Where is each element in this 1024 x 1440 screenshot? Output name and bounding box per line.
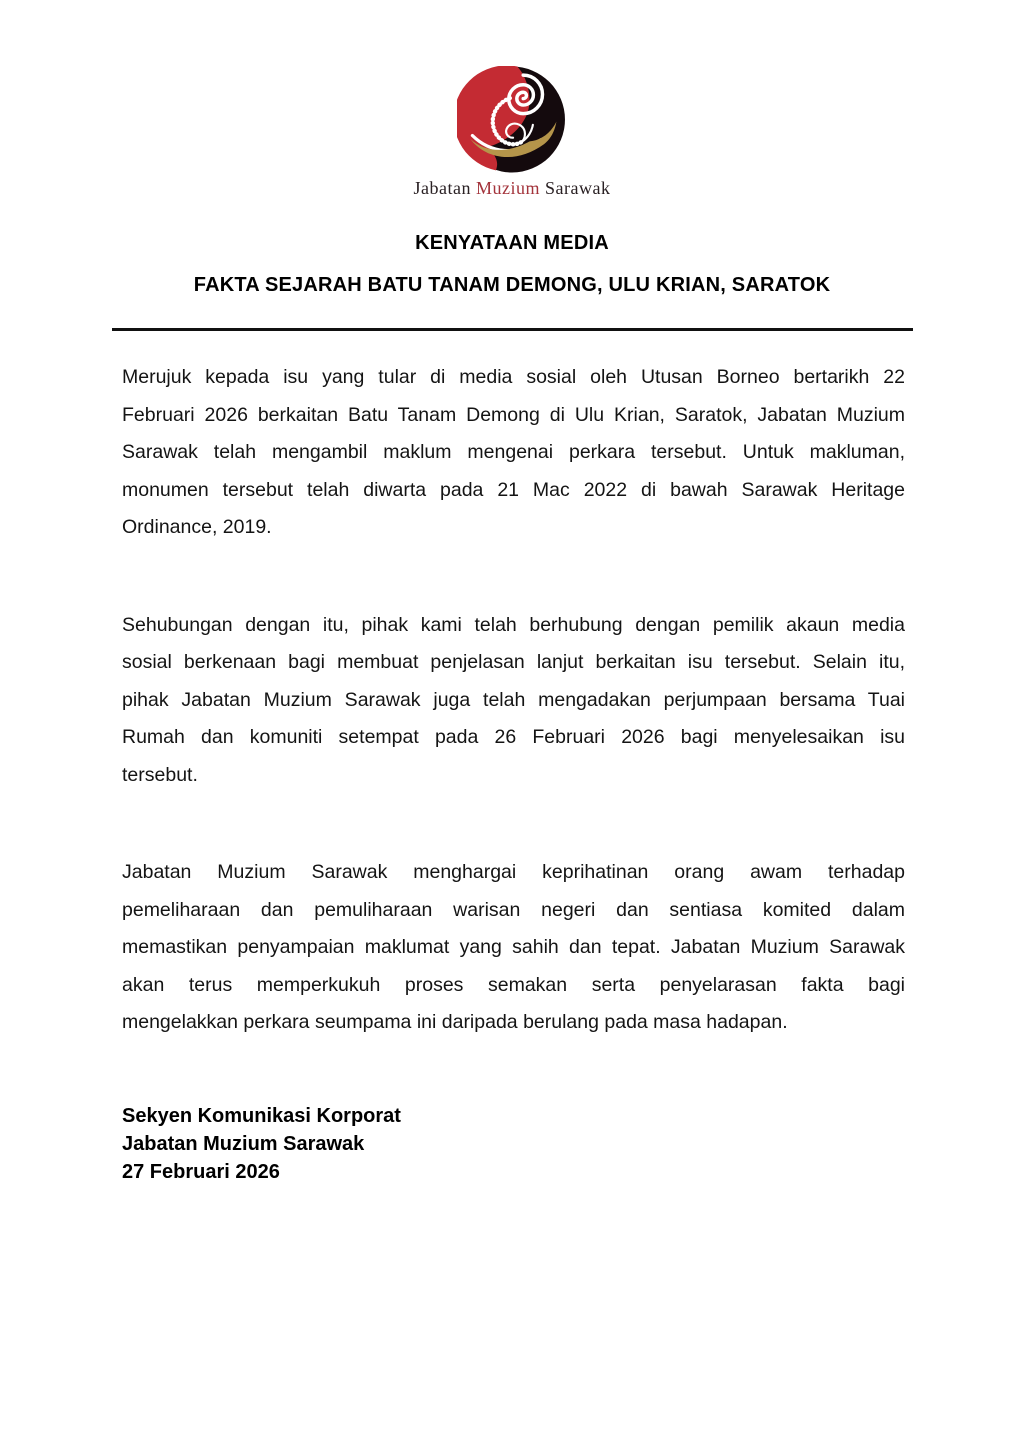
body-line: monumen tersebut telah diwarta pada 21 Mac 2022 di bawah Sarawak Heritage [122, 478, 905, 501]
logo-wordmark-jabatan: Jabatan [413, 178, 471, 198]
body-line: Sehubungan dengan itu, pihak kami telah berhubung dengan pemilik akaun media [122, 613, 905, 636]
press-release-body [122, 359, 905, 1186]
signature-section: Sekyen Komunikasi Korporat [122, 1104, 401, 1127]
body-line: Februari 2026 berkaitan Batu Tanam Demong di Ulu Krian, Saratok, Jabatan Muzium [122, 403, 905, 426]
logo-wordmark [414, 178, 611, 199]
paragraph-1 [122, 359, 905, 547]
body-line: memastikan penyampaian maklumat yang sahih dan tepat. Jabatan Muzium Sarawak [122, 936, 905, 958]
logo-wordmark-muzium: Muzium [476, 178, 540, 198]
body-line: Ordinance, 2019. [122, 516, 272, 538]
body-line: Jabatan Muzium Sarawak menghargai keprihatinan orang awam terhadap [122, 861, 905, 883]
signature-block [122, 1102, 905, 1186]
logo [0, 0, 1024, 199]
body-line: mengelakkan perkara seumpama ini daripada berulang pada masa hadapan. [122, 1011, 788, 1033]
body-line: Sarawak telah mengambil maklum mengenai perkara tersebut. Untuk makluman, [122, 441, 905, 463]
body-line: akan terus memperkukuh proses semakan serta penyelarasan fakta bagi [122, 973, 905, 996]
body-line: sosial berkenaan bagi membuat penjelasan lanjut berkaitan isu tersebut. Selain itu, [122, 651, 905, 673]
body-line: pihak Jabatan Muzium Sarawak juga telah mengadakan perjumpaan bersama Tuai [122, 688, 905, 711]
press-release-title: KENYATAAN MEDIA [415, 232, 609, 254]
signature-department: Jabatan Muzium Sarawak [122, 1132, 365, 1155]
paragraph-2 [122, 607, 905, 795]
signature-date: 27 Februari 2026 [122, 1160, 280, 1183]
body-line: Rumah dan komuniti setempat pada 26 Februari 2026 bagi menyelesaikan isu [122, 726, 905, 748]
body-line: Merujuk kepada isu yang tular di media sosial oleh Utusan Borneo bertarikh 22 [122, 366, 905, 388]
body-line: pemeliharaan dan pemuliharaan warisan negeri dan sentiasa komited dalam [122, 898, 905, 921]
logo-wordmark-sarawak: Sarawak [545, 178, 611, 198]
paragraph-3 [122, 854, 905, 1042]
body-line: tersebut. [122, 763, 198, 786]
press-release-subtitle: FAKTA SEJARAH BATU TANAM DEMONG, ULU KRIAN, SARATOK [193, 274, 831, 296]
jabatan-muzium-sarawak-logo-icon [457, 66, 567, 173]
title-rule [112, 328, 913, 331]
